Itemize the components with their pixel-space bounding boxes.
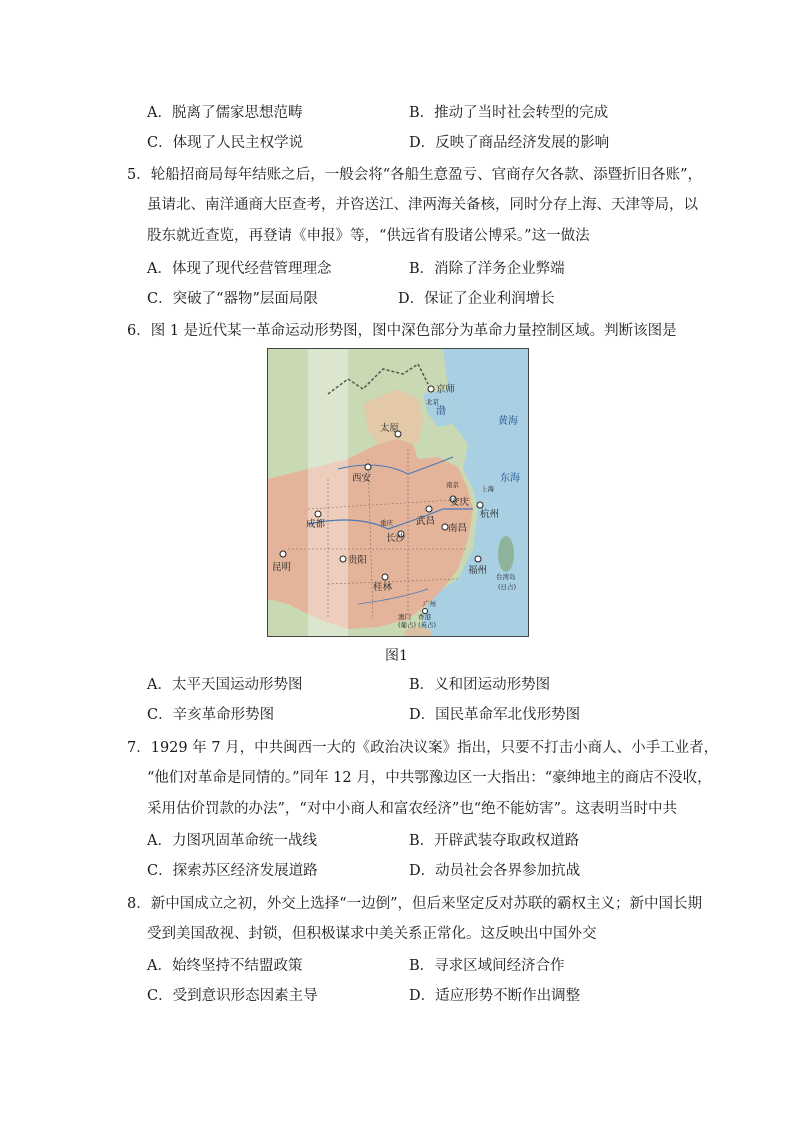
q7-option-d: D．动员社会各界参加抗战 [409, 863, 581, 879]
q5-option-b: B．消除了洋务企业弊端 [409, 261, 565, 277]
label-chengdu: 成都 [306, 519, 326, 530]
q5-stem-line: 虽请北、南洋通商大臣查考，并咨送江、津两海关备核，同时分存上海、天津等局，以 [147, 197, 698, 213]
q8-option-b: B．寻求区域间经济合作 [409, 958, 565, 974]
label-hongkong: 香港 [418, 613, 431, 621]
figure-1-map [267, 348, 529, 637]
q6-option-a: A．太平天国运动形势图 [147, 677, 303, 693]
label-bohai: 渤 [436, 406, 446, 417]
city-dot-wuchang [426, 506, 432, 512]
label-changsha: 长沙 [386, 533, 406, 544]
q5-option-c: C．突破了“器物”层面局限 [147, 291, 318, 307]
q7-option-b: B．开辟武装夺取政权道路 [409, 833, 580, 849]
q4-option-a: A．脱离了儒家思想范畴 [147, 105, 303, 121]
label-kunming: 昆明 [272, 562, 292, 573]
q4-option-c: C．体现了人民主权学说 [147, 135, 304, 151]
q8-stem-line: 8．新中国成立之初，外交上选择“一边倒”，但后来坚定反对苏联的霸权主义；新中国长期 [127, 896, 703, 912]
q8-option-a: A．始终坚持不结盟政策 [147, 958, 303, 974]
label-nanjing: 南京 [446, 481, 459, 489]
q7-stem-line: 采用估价罚款的办法”，“对中小商人和富农经济”也“绝不能妨害”。这表明当时中共 [147, 801, 678, 817]
label-guilin: 桂林 [373, 582, 393, 593]
q5-stem-line: 5．轮船招商局每年结账之后，一般会将“各船生意盈亏、官商存欠各款、添暨折旧各账”， [127, 167, 703, 183]
label-macau-note: (葡占) [398, 621, 417, 629]
label-taiyuan: 太原 [380, 423, 400, 434]
label-east-sea: 东海 [500, 473, 520, 484]
q4-option-d: D．反映了商品经济发展的影响 [409, 135, 610, 151]
label-jingshi: 京师 [436, 384, 456, 395]
city-dot-kunming [280, 551, 286, 557]
q6-stem: 6．图 1 是近代某一革命运动形势图，图中深色部分为革命力量控制区域。判断该图是 [127, 323, 677, 339]
q5-option-d: D．保证了企业利润增长 [398, 291, 555, 307]
label-xian: 西安 [352, 473, 372, 484]
q7-stem-line: “他们对革命是同情的。”同年 12 月，中共鄂豫边区一大指出：“豪绅地主的商店不没收， [147, 770, 712, 786]
city-dot-chengdu [315, 511, 321, 517]
q8-option-c: C．受到意识形态因素主导 [147, 988, 318, 1004]
q8-stem-line: 受到美国敌视、封锁，但积极谋求中美关系正常化。这反映出中国外交 [147, 926, 597, 942]
q4-option-b: B．推动了当时社会转型的完成 [409, 105, 609, 121]
label-taiwan: 台湾岛 [496, 573, 516, 581]
city-dot-guilin [382, 574, 388, 580]
city-dot-hangzhou [477, 502, 483, 508]
label-chongqing: 重庆 [380, 519, 393, 527]
q5-stem-line: 股东就近查览，再登请《申报》等，“供远省有股诸公博采。”这一做法 [147, 228, 590, 244]
q6-option-d: D．国民革命军北伐形势图 [409, 707, 581, 723]
q6-option-b: B．义和团运动形势图 [409, 677, 551, 693]
label-beijing: 北京 [426, 398, 439, 406]
label-hongkong-note: (英占) [418, 621, 437, 629]
label-hangzhou: 杭州 [480, 509, 500, 520]
label-guangzhou: 广州 [423, 600, 436, 608]
label-guiyang: 贵阳 [348, 555, 368, 566]
city-dot-xian [365, 464, 371, 470]
label-taiwan-note: (日占) [498, 583, 517, 591]
q5-option-a: A．体现了现代经营管理理念 [147, 261, 332, 277]
label-fuzhou: 福州 [468, 565, 488, 576]
label-shanghai: 上海 [481, 485, 494, 493]
label-nanchang: 南昌 [448, 523, 468, 534]
label-anqing: 安庆 [450, 497, 470, 508]
q8-option-d: D．适应形势不断作出调整 [409, 988, 581, 1004]
city-dot-guiyang [340, 556, 346, 562]
q7-option-c: C．探索苏区经济发展道路 [147, 863, 318, 879]
city-dot-fuzhou [475, 556, 481, 562]
map-svg [268, 349, 528, 636]
label-macau: 澳门 [398, 613, 411, 621]
map-taiwan [498, 536, 514, 572]
q7-option-a: A．力图巩固革命统一战线 [147, 833, 317, 849]
label-wuchang: 武昌 [416, 516, 436, 527]
label-yellow-sea: 黄海 [498, 416, 518, 427]
figure-caption: 图1 [385, 648, 408, 664]
city-dot-beijing [428, 386, 434, 392]
q6-option-c: C．辛亥革命形势图 [147, 707, 275, 723]
q7-stem-line: 7．1929 年 7 月，中共闽西一大的《政治决议案》指出，只要不打击小商人、小手工业者， [127, 740, 719, 756]
